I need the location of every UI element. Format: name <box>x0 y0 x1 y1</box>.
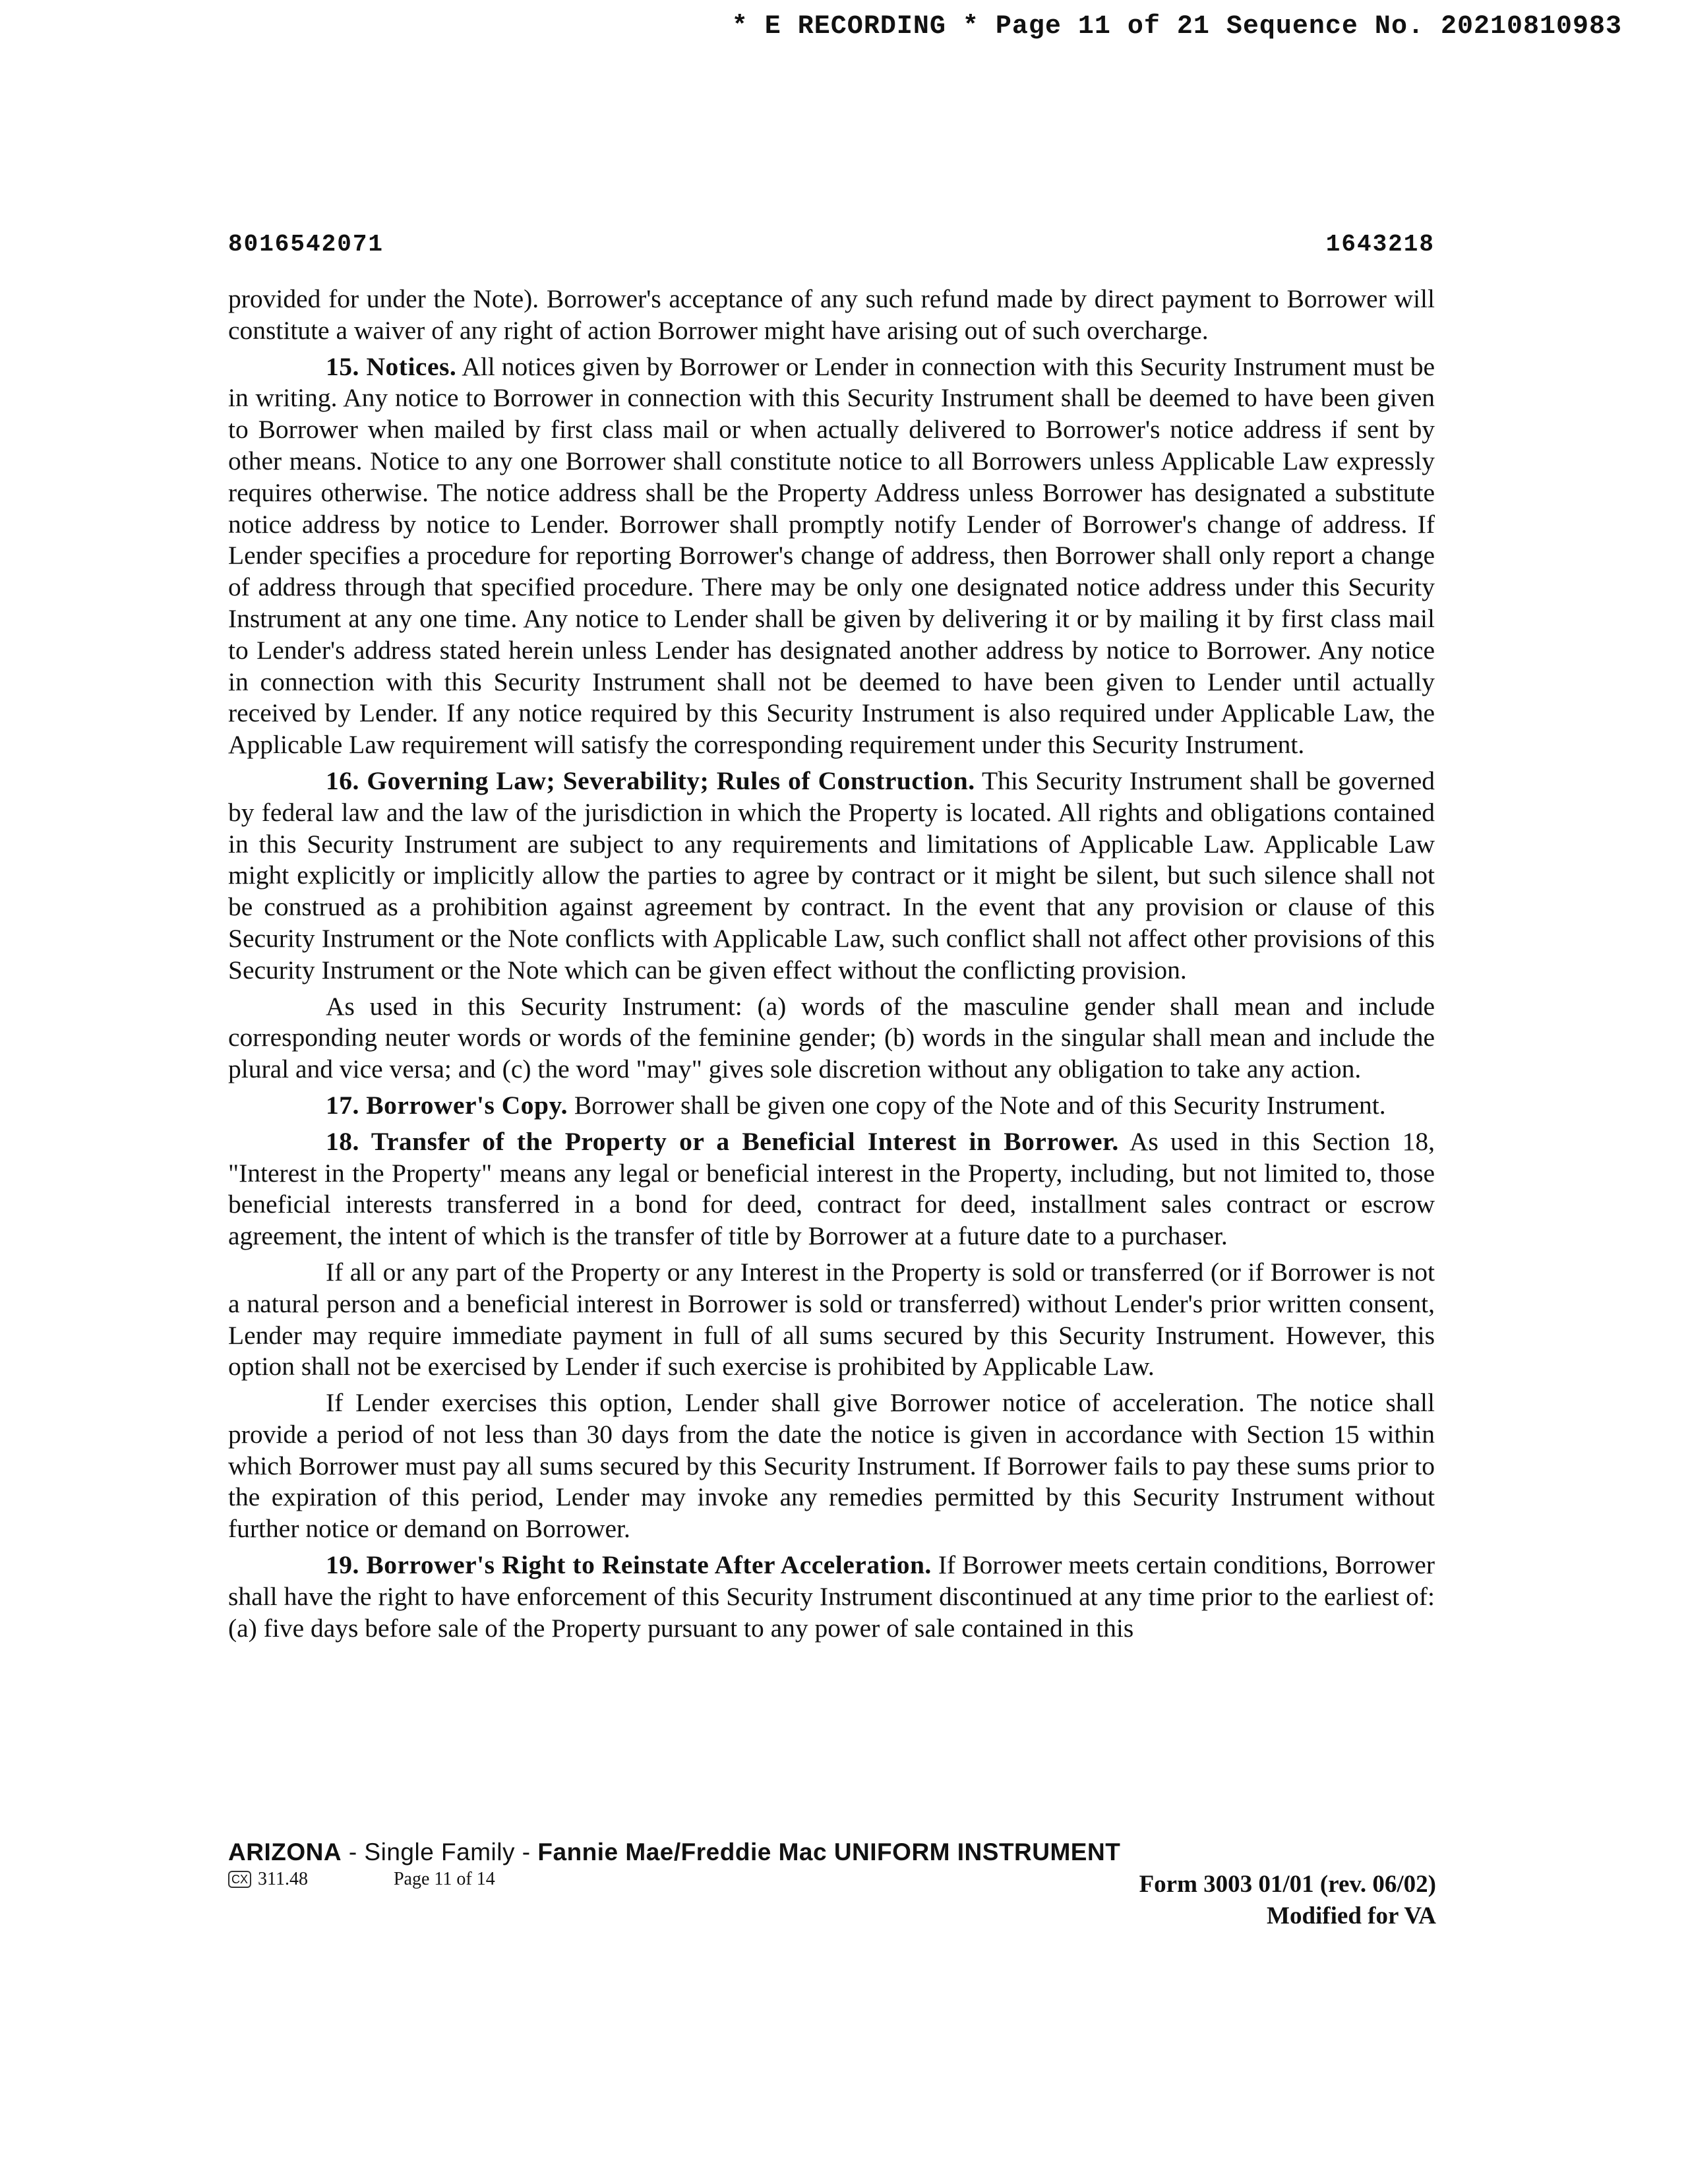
section-16-paragraph-2: As used in this Security Instrument: (a) words of the masculine gender shall mean and include corresponding neuter words or words of the feminine gender; (b) words in the singular shall mean and include the plural and vice versa; and (c) the word "may" gives sole discretion without any obligation to take any action. <box>228 991 1435 1084</box>
form-code-group <box>228 1869 495 1890</box>
document-body <box>228 284 1435 1649</box>
recording-stamp: * E RECORDING * Page 11 of 21 Sequence No. 20210810983 <box>731 12 1622 42</box>
section-heading: 19. Borrower's Right to Reinstate After Acceleration. <box>326 1550 932 1580</box>
page-footer <box>228 1838 1436 1932</box>
section-18-paragraph-3: If Lender exercises this option, Lender shall give Borrower notice of acceleration. The notice shall provide a period of not less than 30 days from the date the notice is given in accordance with Section 15 within which Borrower must pay all sums secured by this Security Instrument. If Borrower fails to pay these sums prior to the expiration of this period, Lender may invoke any remedies permitted by this Security Instrument without further notice or demand on Borrower. <box>228 1388 1435 1544</box>
state-name: ARIZONA <box>228 1838 342 1866</box>
instrument-name: Fannie Mae/Freddie Mac UNIFORM INSTRUMENT <box>537 1838 1121 1866</box>
instrument-title <box>228 1838 1436 1866</box>
section-text: As used in this Section 18, "Interest in the Property" means any legal or beneficial interest in the Property, including, but not limited to, those beneficial interests transferred in a bond for deed, contract for deed, installment sales contract or escrow agreement, the intent of which is the transfer of title by Borrower at a future date to a purchaser. <box>228 1126 1435 1251</box>
paragraph-continuation: provided for under the Note). Borrower's acceptance of any such refund made by direct payment to Borrower will constitute a waiver of any right of action Borrower might have arising out of such overcharge. <box>228 284 1435 345</box>
section-18-transfer <box>228 1126 1435 1252</box>
form-code: 311.48 <box>258 1869 308 1889</box>
modified-note: Modified for VA <box>1267 1902 1436 1929</box>
section-17-borrowers-copy <box>228 1090 1435 1122</box>
section-15-notices <box>228 351 1435 761</box>
section-18-paragraph-2: If all or any part of the Property or any Interest in the Property is sold or transferred (or if Borrower is not a natural person and a beneficial interest in Borrower is sold or transferred) without Lender's prior written consent, Lender may require immediate payment in full of all sums secured by this Security Instrument. However, this option shall not be exercised by Lender if such exercise is prohibited by Applicable Law. <box>228 1257 1435 1381</box>
section-heading: 18. Transfer of the Property or a Beneficial Interest in Borrower. <box>326 1126 1119 1156</box>
case-number: 1643218 <box>1325 231 1435 258</box>
form-id <box>1139 1869 1436 1932</box>
section-heading: 15. Notices. <box>326 351 457 381</box>
section-heading: 16. Governing Law; Severability; Rules of Construction. <box>326 766 975 795</box>
document-identifiers <box>228 231 1435 258</box>
section-16-governing-law <box>228 766 1435 986</box>
title-separator: - Single Family - <box>342 1838 538 1866</box>
loan-number: 8016542071 <box>228 231 384 258</box>
section-19-reinstate <box>228 1550 1435 1644</box>
cx-logo-icon: CX <box>228 1871 251 1888</box>
section-text: If Borrower meets certain conditions, Borrower shall have the right to have enforcement of this Security Instrument discontinued at any time prior to the earliest of: (a) five days before sale of the Property pursuant to any power of sale contained in this <box>228 1550 1435 1643</box>
footer-row <box>228 1869 1436 1932</box>
section-text: All notices given by Borrower or Lender in connection with this Security Instrument must be in writing. Any notice to Borrower in connection with this Security Instrument shall be deemed to have been given to Borrower when mailed by first class mail or when actually delivered to Borrower's notice address if sent by other means. Notice to any one Borrower shall constitute notice to all Borrowers unless Applicable Law expressly requires otherwise. The notice address shall be the Property Address unless Borrower has designated a substitute notice address by notice to Lender. Borrower shall promptly notify Lender of Borrower's change of address. If Lender specifies a procedure for reporting Borrower's change of address, then Borrower shall only report a change of address through that specified procedure. There may be only one designated notice address under this Security Instrument at any one time. Any notice to Lender shall be given by delivering it or by mailing it by first class mail to Lender's address stated herein unless Lender has designated another address by notice to Borrower. Any notice in connection with this Security Instrument shall not be deemed to have been given to Lender until actually received by Lender. If any notice required by this Security Instrument is also required under Applicable Law, the Applicable Law requirement will satisfy the corresponding requirement under this Security Instrument. <box>228 351 1435 760</box>
section-text: Borrower shall be given one copy of the Note and of this Security Instrument. <box>567 1090 1386 1120</box>
page-number: Page 11 of 14 <box>393 1869 495 1889</box>
section-heading: 17. Borrower's Copy. <box>326 1090 568 1120</box>
form-number: Form 3003 01/01 (rev. 06/02) <box>1139 1871 1436 1898</box>
section-text: This Security Instrument shall be governed by federal law and the law of the jurisdiction in which the Property is located. All rights and obligations contained in this Security Instrument are subject to any requirements and limitations of Applicable Law. Applicable Law might explicitly or implicitly allow the parties to agree by contract or it might be silent, but such silence shall not be construed as a prohibition against agreement by contract. In the event that any provision or clause of this Security Instrument or the Note conflicts with Applicable Law, such conflict shall not affect other provisions of this Security Instrument or the Note which can be given effect without the conflicting provision. <box>228 766 1435 985</box>
